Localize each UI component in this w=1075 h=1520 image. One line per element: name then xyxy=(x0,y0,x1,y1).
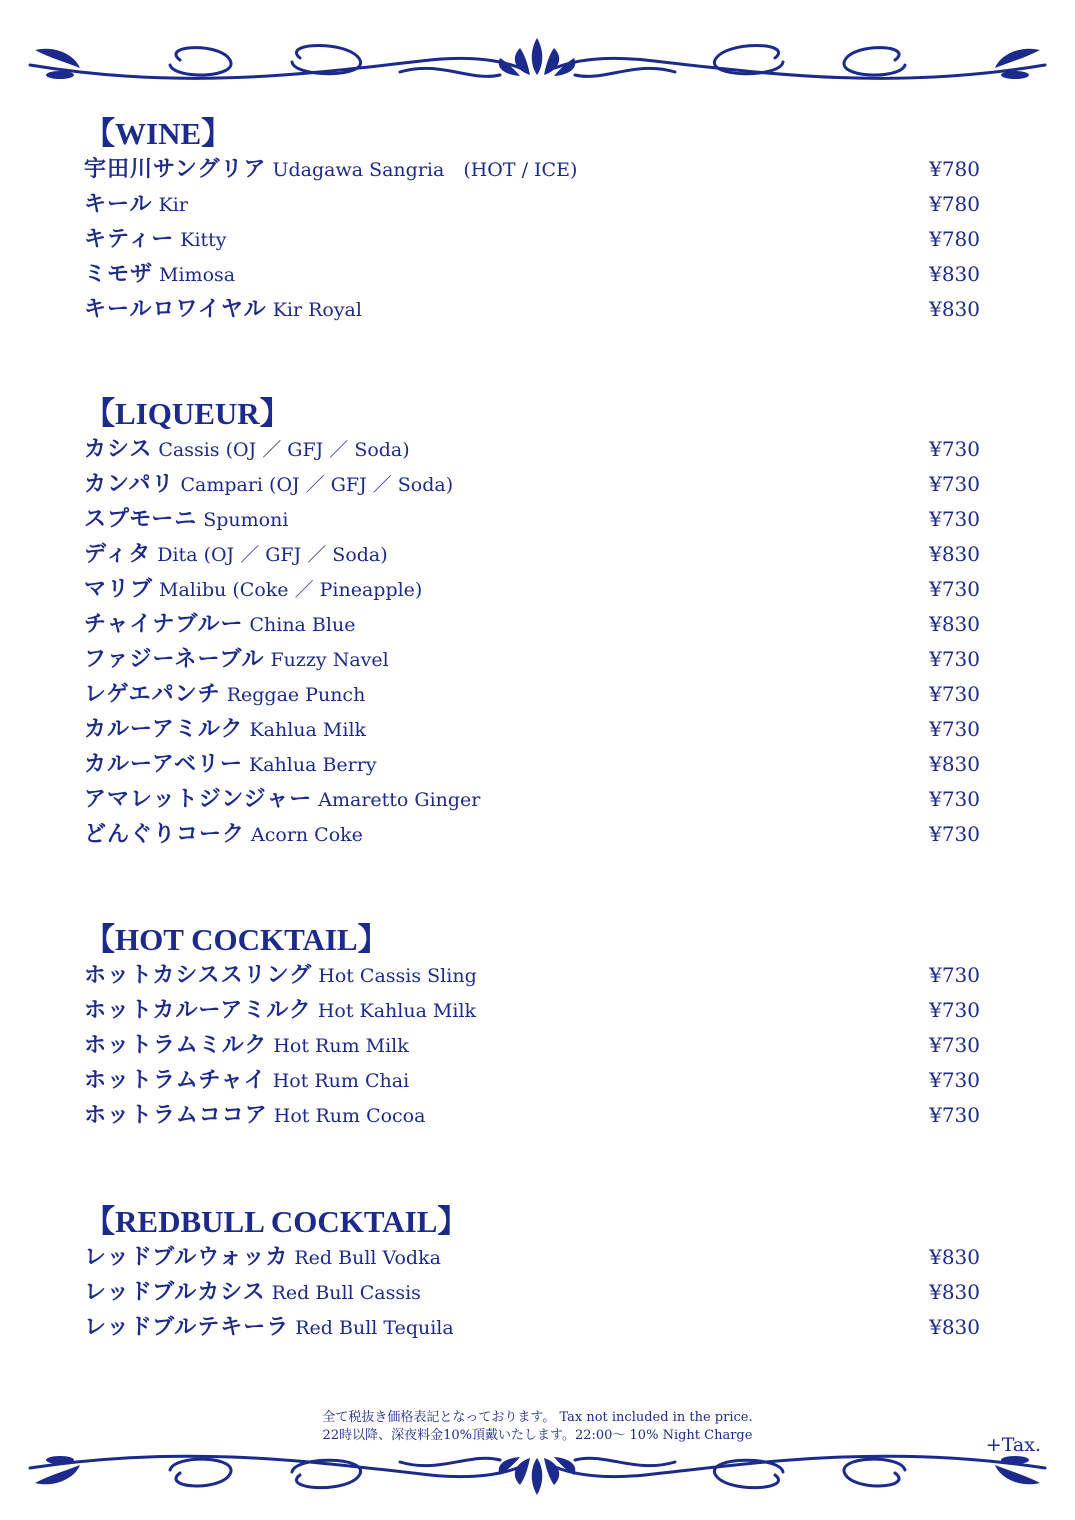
menu-item xyxy=(84,572,980,607)
item-en-name: Cassis (OJ ／ GFJ ／ Soda) xyxy=(158,439,410,461)
item-price: ¥830 xyxy=(929,752,980,776)
item-price: ¥780 xyxy=(929,192,980,216)
item-jp-name: 宇田川サングリア xyxy=(84,156,267,182)
item-jp-name: レッドブルテキーラ xyxy=(84,1314,290,1340)
item-en-name: Spumoni xyxy=(203,509,289,531)
item-en-name: Fuzzy Navel xyxy=(270,649,389,671)
menu-item xyxy=(84,1098,980,1133)
item-jp-name: カルーアベリー xyxy=(84,751,244,777)
item-en-name: Red Bull Vodka xyxy=(294,1247,441,1269)
item-en-name: Dita (OJ ／ GFJ ／ Soda) xyxy=(157,544,388,566)
item-jp-name: スプモーニ xyxy=(84,506,198,532)
menu-item xyxy=(84,958,980,993)
item-jp-name: ディタ xyxy=(84,541,152,567)
item-jp-name: キールロワイヤル xyxy=(84,296,267,322)
item-jp-name: ファジーネーブル xyxy=(84,646,265,672)
item-jp-name: カシス xyxy=(84,436,153,462)
item-price: ¥780 xyxy=(929,157,980,181)
menu-item xyxy=(84,642,980,677)
menu-item xyxy=(84,677,980,712)
item-price: ¥830 xyxy=(929,612,980,636)
menu-item xyxy=(84,537,980,572)
menu-item xyxy=(84,222,980,257)
item-en-name: Mimosa xyxy=(159,264,236,286)
menu-item xyxy=(84,993,980,1028)
section-title-hot-cocktail: 【HOT COCKTAIL】 xyxy=(84,922,389,957)
item-en-name: Hot Rum Chai xyxy=(272,1070,410,1092)
tax-notice: 全て税抜き価格表記となっております。 Tax not included in the price. xyxy=(322,1410,753,1425)
item-price: ¥730 xyxy=(929,682,980,706)
item-jp-name: ホットラムチャイ xyxy=(84,1067,267,1093)
item-jp-name: ホットカルーアミルク xyxy=(84,997,312,1023)
item-en-name: Kir xyxy=(158,194,188,216)
item-jp-name: ホットラムミルク xyxy=(84,1032,268,1058)
item-en-name: Hot Rum Milk xyxy=(273,1035,409,1057)
menu-item xyxy=(84,607,980,642)
item-en-name: Acorn Coke xyxy=(251,824,363,846)
item-en-name: Kahlua Berry xyxy=(249,754,377,776)
item-price: ¥730 xyxy=(929,472,980,496)
item-jp-name: アマレットジンジャー xyxy=(84,786,313,812)
menu-item xyxy=(84,467,980,502)
item-jp-name: ホットカシススリング xyxy=(84,962,313,988)
menu-item xyxy=(84,1063,980,1098)
menu-item xyxy=(84,152,980,187)
section-liqueur xyxy=(84,396,980,852)
item-en-name: Kitty xyxy=(180,229,227,251)
item-jp-name: レゲエパンチ xyxy=(84,681,221,707)
item-price: ¥830 xyxy=(929,297,980,321)
item-jp-name: チャイナブルー xyxy=(84,611,244,637)
item-jp-name: ホットラムココア xyxy=(84,1102,268,1128)
item-jp-name: ミモザ xyxy=(84,261,154,287)
item-jp-name: キティー xyxy=(84,226,175,252)
item-price: ¥730 xyxy=(929,437,980,461)
menu-item xyxy=(84,187,980,222)
menu-item xyxy=(84,432,980,467)
item-price: ¥730 xyxy=(929,998,980,1022)
menu-item xyxy=(84,1240,980,1275)
menu-item xyxy=(84,782,980,817)
menu-item xyxy=(84,292,980,327)
plus-tax-label: +Tax. xyxy=(985,1434,1041,1456)
item-price: ¥730 xyxy=(929,1068,980,1092)
item-jp-name: マリブ xyxy=(84,576,154,602)
item-price: ¥730 xyxy=(929,963,980,987)
menu-item xyxy=(84,1310,980,1345)
item-en-name: Hot Kahlua Milk xyxy=(317,1000,477,1022)
item-en-name: Kir Royal xyxy=(272,299,362,321)
item-price: ¥730 xyxy=(929,717,980,741)
item-jp-name: キール xyxy=(84,191,153,217)
section-title-redbull-cocktail: 【REDBULL COCKTAIL】 xyxy=(84,1204,469,1239)
item-en-name: Red Bull Cassis xyxy=(271,1282,421,1304)
menu-item xyxy=(84,712,980,747)
item-en-name: China Blue xyxy=(249,614,356,636)
item-price: ¥730 xyxy=(929,1103,980,1127)
item-price: ¥730 xyxy=(929,787,980,811)
item-en-name: Campari (OJ ／ GFJ ／ Soda) xyxy=(180,474,454,496)
menu-item xyxy=(84,1028,980,1063)
item-price: ¥730 xyxy=(929,577,980,601)
item-price: ¥830 xyxy=(929,1245,980,1269)
item-en-name: Kahlua Milk xyxy=(249,719,367,741)
item-en-name: Amaretto Ginger xyxy=(318,789,481,811)
item-price: ¥830 xyxy=(929,262,980,286)
menu-item xyxy=(84,747,980,782)
bottom-ornament-border xyxy=(0,1440,1075,1520)
item-jp-name: レッドブルウォッカ xyxy=(84,1244,289,1270)
item-jp-name: カルーアミルク xyxy=(84,716,244,742)
section-title-wine: 【WINE】 xyxy=(84,116,233,151)
item-price: ¥730 xyxy=(929,1033,980,1057)
item-price: ¥730 xyxy=(929,822,980,846)
menu-item xyxy=(84,1275,980,1310)
item-price: ¥830 xyxy=(929,542,980,566)
item-en-name: Udagawa Sangria (HOT / ICE) xyxy=(272,159,578,181)
item-price: ¥830 xyxy=(929,1280,980,1304)
item-price: ¥780 xyxy=(929,227,980,251)
top-ornament-border xyxy=(0,20,1075,100)
section-hot-cocktail xyxy=(84,922,980,1133)
item-en-name: Hot Cassis Sling xyxy=(318,965,477,987)
menu-item xyxy=(84,502,980,537)
item-en-name: Red Bull Tequila xyxy=(295,1317,454,1339)
item-price: ¥830 xyxy=(929,1315,980,1339)
night-charge-notice: 22時以降、深夜料金10%頂戴いたします。22:00〜 10% Night Charge xyxy=(322,1428,753,1443)
menu-item xyxy=(84,257,980,292)
section-redbull-cocktail xyxy=(84,1204,980,1345)
item-jp-name: レッドブルカシス xyxy=(84,1279,266,1305)
section-title-liqueur: 【LIQUEUR】 xyxy=(84,396,291,431)
item-en-name: Malibu (Coke ／ Pineapple) xyxy=(159,579,423,601)
item-jp-name: どんぐりコーク xyxy=(84,821,246,847)
section-wine xyxy=(84,116,980,327)
item-price: ¥730 xyxy=(929,647,980,671)
menu-item xyxy=(84,817,980,852)
item-jp-name: カンパリ xyxy=(84,471,175,497)
item-en-name: Reggae Punch xyxy=(226,684,366,706)
item-en-name: Hot Rum Cocoa xyxy=(273,1105,426,1127)
item-price: ¥730 xyxy=(929,507,980,531)
